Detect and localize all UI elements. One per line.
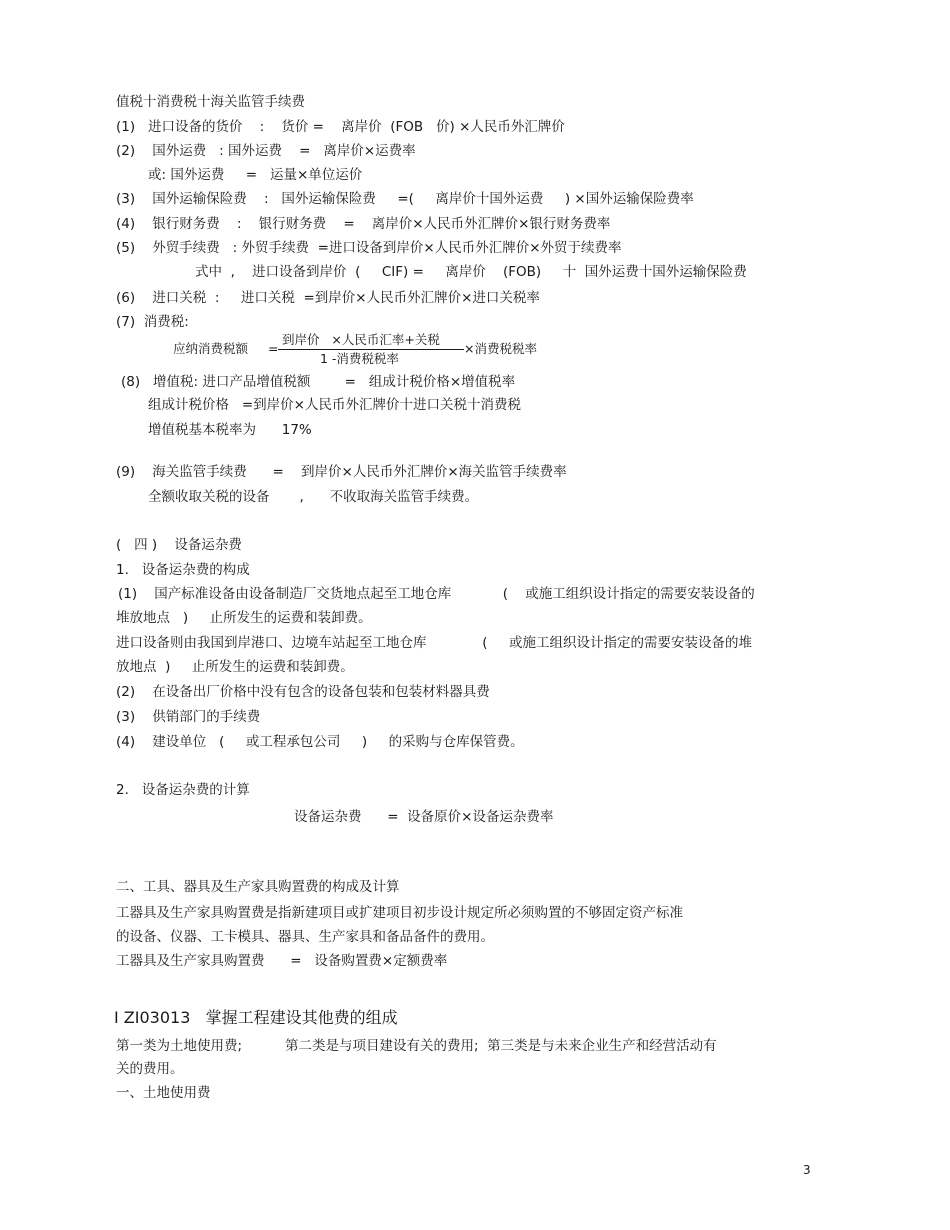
text-line: 组成计税价格 =到岸价×人民币外汇牌价十进口关税十消费税 [148,397,521,413]
text-line: 关的费用。 [116,1061,184,1077]
text-line: 进口设备则由我国到岸港口、边境车站起至工地仓库 ( 或施工组织设计指定的需要安装设备的堆 [116,635,753,651]
text-line: (6) 进口关税 : 进口关税 =到岸价×人民币外汇牌价×进口关税率 [116,290,540,306]
text-line: (3) 国外运输保险费 : 国外运输保险费 =( 离岸价十国外运费 ) ×国外运输保险费率 [116,191,694,207]
text-line: (2) 国外运费 : 国外运费 = 离岸价×运费率 [116,143,416,159]
text-line: (4) 建设单位 ( 或工程承包公司 ) 的采购与仓库保管费。 [116,734,524,750]
text-line: (9) 海关监管手续费 = 到岸价×人民币外汇牌价×海关监管手续费率 [116,464,567,480]
text-line: 或: 国外运费 = 运量×单位运价 [148,167,363,183]
text-line: (7) 消费税: [116,314,189,330]
text-line: 堆放地点 ) 止所发生的运费和装卸费。 [116,610,372,626]
text-line: (3) 供销部门的手续费 [116,709,261,725]
text-line: (1) 国产标准设备由设备制造厂交货地点起至工地仓库 ( 或施工组织设计指定的需要安装设备的 [118,586,755,602]
text-line: 设备运杂费 = 设备原价×设备运杂费率 [294,809,554,825]
fraction-bar [278,349,464,350]
formula-numerator: 到岸价 ×人民币汇率+关税 [282,332,440,347]
text-line: (2) 在设备出厂价格中没有包含的设备包装和包装材料器具费 [116,684,490,700]
text-line: 式中 , 进口设备到岸价 ( CIF) = 离岸价 (FOB) 十 国外运费十国外运输保险费 [195,264,747,280]
text-line: 增值税基本税率为 17% [148,422,312,438]
text-line: 全额收取关税的设备 , 不收取海关监管手续费。 [148,489,479,505]
text-line: 工器具及生产家具购置费是指新建项目或扩建项目初步设计规定所必须购置的不够固定资产标准 [116,905,683,921]
text-line: 二、工具、器具及生产家具购置费的构成及计算 [116,879,400,895]
text-line: 的设备、仪器、工卡模具、器具、生产家具和备品备件的费用。 [116,929,494,945]
text-line: 2. 设备运杂费的计算 [116,782,250,798]
text-line: ( 四 ) 设备运杂费 [116,537,242,553]
text-line: (1) 进口设备的货价 : 货价 = 离岸价 (FOB 价) ×人民币外汇牌价 [116,119,565,135]
text-line: 放地点 ) 止所发生的运费和装卸费。 [116,659,354,675]
section-heading: I ZI03013 掌握工程建设其他费的组成 [114,1008,398,1027]
text-line: 值税十消费税十海关监管手续费 [116,94,305,110]
formula-denominator: 1 -消费税税率 [320,351,399,366]
text-line: 一、土地使用费 [116,1085,211,1101]
text-line: (5) 外贸手续费 : 外贸手续费 =进口设备到岸价×人民币外汇牌价×外贸于续费率 [116,240,622,256]
formula-lhs: 应纳消费税额 [173,341,249,356]
formula-equals: = [268,341,279,356]
text-line: 1. 设备运杂费的构成 [116,562,250,578]
formula-tail: ×消费税税率 [464,341,537,356]
page-number: 3 [803,1163,811,1177]
text-line: 第一类为土地使用费; 第二类是与项目建设有关的费用; 第三类是与未来企业生产和经营活动有 [116,1038,717,1054]
text-line: (8) 增值税: 进口产品增值税额 = 组成计税价格×增值税率 [121,374,516,390]
text-line: 工器具及生产家具购置费 = 设备购置费×定额费率 [116,953,448,969]
text-line: (4) 银行财务费 : 银行财务费 = 离岸价×人民币外汇牌价×银行财务费率 [116,216,611,232]
